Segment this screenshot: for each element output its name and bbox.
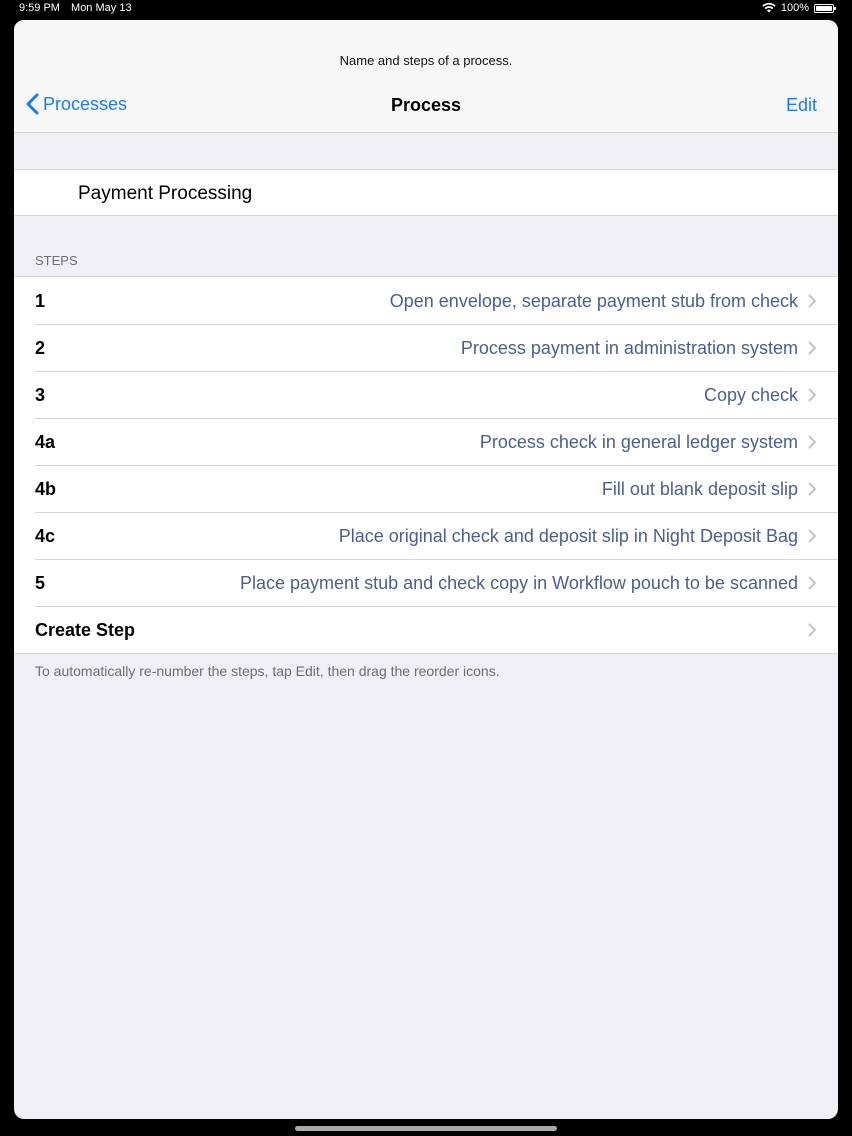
steps-section-header: STEPS — [35, 253, 78, 268]
step-number: 4b — [35, 479, 57, 499]
modal-sheet — [14, 20, 838, 1119]
status-time: 9:59 PM — [19, 2, 60, 14]
step-number: 1 — [35, 291, 46, 311]
step-number: 2 — [35, 338, 46, 358]
edit-button[interactable]: Edit — [785, 95, 817, 115]
chevron-right-icon — [808, 529, 817, 543]
chevron-right-icon — [808, 435, 817, 449]
status-date: Mon May 13 — [71, 2, 132, 14]
battery-percent: 100% — [780, 2, 809, 14]
step-row[interactable] — [14, 324, 838, 371]
chevron-right-icon — [808, 388, 817, 402]
chevron-right-icon — [808, 623, 817, 637]
create-step-label: Create Step — [35, 620, 136, 640]
step-description: Place payment stub and check copy in Workflow pouch to be scanned — [240, 573, 798, 593]
chevron-right-icon — [808, 294, 817, 308]
navigation-bar — [14, 20, 838, 133]
back-button-label: Processes — [43, 93, 128, 114]
create-step-row[interactable] — [14, 606, 838, 653]
wifi-icon — [762, 3, 776, 13]
step-description: Process payment in administration system — [460, 338, 798, 358]
step-row[interactable] — [14, 559, 838, 606]
step-row[interactable] — [14, 371, 838, 418]
step-description: Place original check and deposit slip in Night Deposit Bag — [338, 526, 798, 546]
step-description: Open envelope, separate payment stub from check — [389, 291, 798, 311]
chevron-right-icon — [808, 482, 817, 496]
process-name-text: Payment Processing — [78, 183, 253, 204]
step-number: 5 — [35, 573, 46, 593]
status-bar — [0, 0, 852, 18]
step-row[interactable] — [14, 512, 838, 559]
page-title: Process — [390, 95, 462, 115]
chevron-right-icon — [808, 341, 817, 355]
status-left — [19, 2, 140, 14]
process-name-field[interactable] — [14, 169, 838, 216]
step-number: 3 — [35, 385, 46, 405]
step-description: Process check in general ledger system — [479, 432, 798, 452]
chevron-right-icon — [808, 576, 817, 590]
step-number: 4c — [35, 526, 56, 546]
step-description: Copy check — [703, 385, 798, 405]
step-row[interactable] — [14, 465, 838, 512]
battery-icon — [814, 4, 834, 13]
status-right — [762, 2, 834, 14]
step-description: Fill out blank deposit slip — [601, 479, 798, 499]
steps-footer-note: To automatically re-number the steps, tap Edit, then drag the reorder icons. — [35, 663, 500, 679]
nav-prompt: Name and steps of a process. — [339, 53, 513, 68]
step-number: 4a — [35, 432, 56, 452]
step-row[interactable] — [14, 418, 838, 465]
home-indicator[interactable] — [295, 1126, 557, 1131]
step-row[interactable] — [14, 277, 838, 324]
steps-list — [14, 276, 838, 654]
